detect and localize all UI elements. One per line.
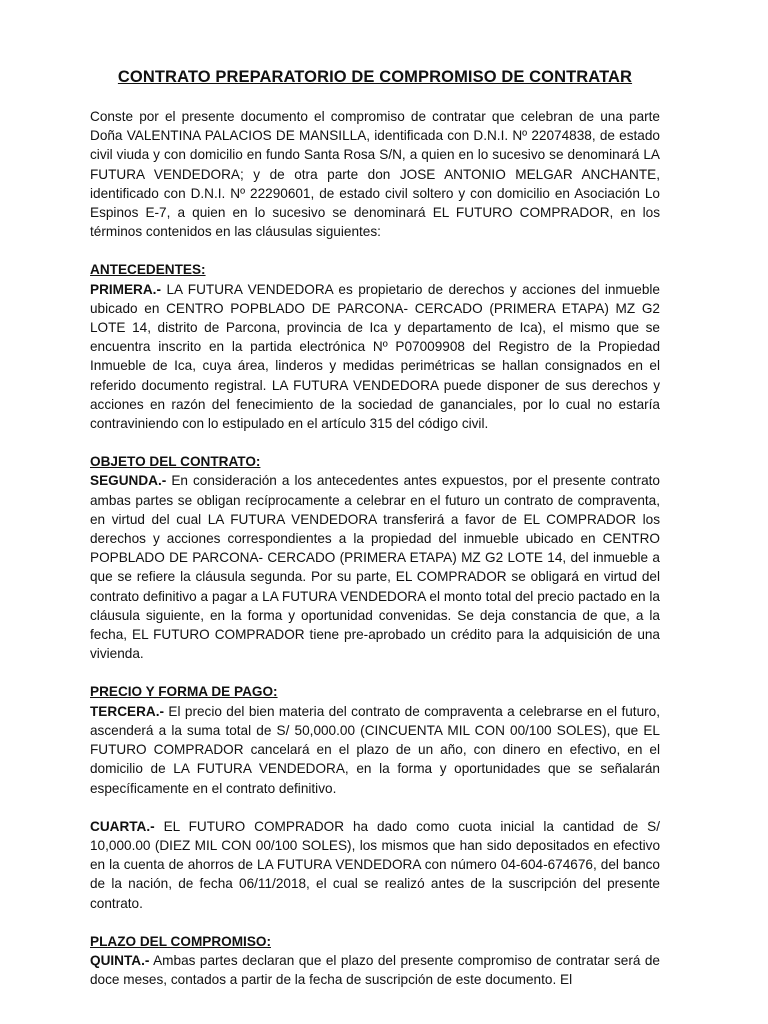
clause-label: SEGUNDA.- (90, 473, 167, 489)
section-heading: ANTECEDENTES: (90, 262, 206, 278)
section-heading: PRECIO Y FORMA DE PAGO: (90, 684, 278, 700)
section-heading: OBJETO DEL CONTRATO: (90, 454, 261, 470)
section-objeto (90, 452, 660, 663)
clause-cuarta (90, 817, 660, 913)
clause-label: PRIMERA.- (90, 281, 161, 297)
section-precio (90, 682, 660, 797)
clause-label: TERCERA.- (90, 703, 165, 719)
document-page (90, 68, 660, 989)
section-cuarta (90, 817, 660, 913)
section-plazo (90, 932, 660, 990)
intro-paragraph: Conste por el presente documento el compromiso de contratar que celebran de una parte Doña VALENTINA PALACIOS DE MANSILLA, identificada con D.N.I. Nº 22074838, de estado civil viuda y con domicilio en fundo Santa Rosa S/N, a quien en lo sucesivo se denominará LA FUTURA VENDEDORA; y de otra parte don JOSE ANTONIO MELGAR ANCHANTE, identificado con D.N.I. Nº 22290601, de estado civil soltero y con domicilio en Asociación Lo Espinos E-7, a quien en lo sucesivo se denominará EL FUTURO COMPRADOR, en los términos contenidos en las cláusulas siguientes: (90, 109, 660, 240)
document-title: CONTRATO PREPARATORIO DE COMPROMISO DE CONTRATAR (117, 68, 633, 86)
clause-text: El precio del bien materia del contrato de compraventa a celebrarse en el futuro, ascenderá a la suma total de S/ 50,000.00 (CINCUENTA MIL CON 00/100 SOLES), que EL FUTURO COMPRADOR cancelará en el plazo de un año, con dinero en efectivo, en el domicilio de LA FUTURA VENDEDORA, en la forma y oportunidades que se señalarán específicamente en el contrato definitivo. (90, 703, 660, 796)
clause-label: CUARTA.- (90, 818, 155, 834)
clause-segunda (90, 471, 660, 663)
clause-quinta (90, 951, 660, 989)
clause-tercera (90, 702, 660, 798)
section-antecedentes (90, 260, 660, 433)
clause-text: En consideración a los antecedentes antes expuestos, por el presente contrato ambas partes se obligan recíprocamente a celebrar en el futuro un contrato de compraventa, en virtud del cual LA FUTURA VENDEDORA transferirá a favor de EL COMPRADOR los derechos y acciones correspondientes a la propiedad del inmueble ubicado en CENTRO POPBLADO DE PARCONA- CERCADO (PRIMERA ETAPA) MZ G2 LOTE 14, del inmueble a que se refiere la cláusula segunda. Por su parte, EL COMPRADOR se obligará en virtud del contrato definitivo a pagar a LA FUTURA VENDEDORA el monto total del precio pactado en la cláusula siguiente, en la forma y oportunidad convenidas. Se deja constancia de que, a la fecha, EL FUTURO COMPRADOR tiene pre-aprobado un crédito para la adquisición de una vivienda. (90, 473, 660, 662)
clause-primera (90, 280, 660, 434)
clause-text: Ambas partes declaran que el plazo del presente compromiso de contratar será de doce meses, contados a partir de la fecha de suscripción de este documento. El (90, 952, 660, 988)
clause-text: LA FUTURA VENDEDORA es propietario de derechos y acciones del inmueble ubicado en CENTRO POPBLADO DE PARCONA- CERCADO (PRIMERA ETAPA) MZ G2 LOTE 14, distrito de Parcona, provincia de Ica y departamento de Ica), el mismo que se encuentra inscrito en la partida electrónica Nº P07009908 del Registro de la Propiedad Inmueble de Ica, cuya área, linderos y medidas perimétricas se hallan consignados en el referido documento registral. LA FUTURA VENDEDORA puede disponer de sus derechos y acciones en razón del fenecimiento de la sociedad de gananciales, por lo cual no estaría contraviniendo con lo estipulado en el artículo 315 del código civil. (90, 281, 660, 432)
clause-text: EL FUTURO COMPRADOR ha dado como cuota inicial la cantidad de S/ 10,000.00 (DIEZ MIL CON 00/100 SOLES), los mismos que han sido depositados en efectivo en la cuenta de ahorros de LA FUTURA VENDEDORA con número 04-604-674676, del banco de la nación, de fecha 06/11/2018, el cual se realizó antes de la suscripción del presente contrato. (90, 818, 660, 911)
section-heading: PLAZO DEL COMPROMISO: (90, 933, 271, 949)
clause-label: QUINTA.- (90, 952, 150, 968)
